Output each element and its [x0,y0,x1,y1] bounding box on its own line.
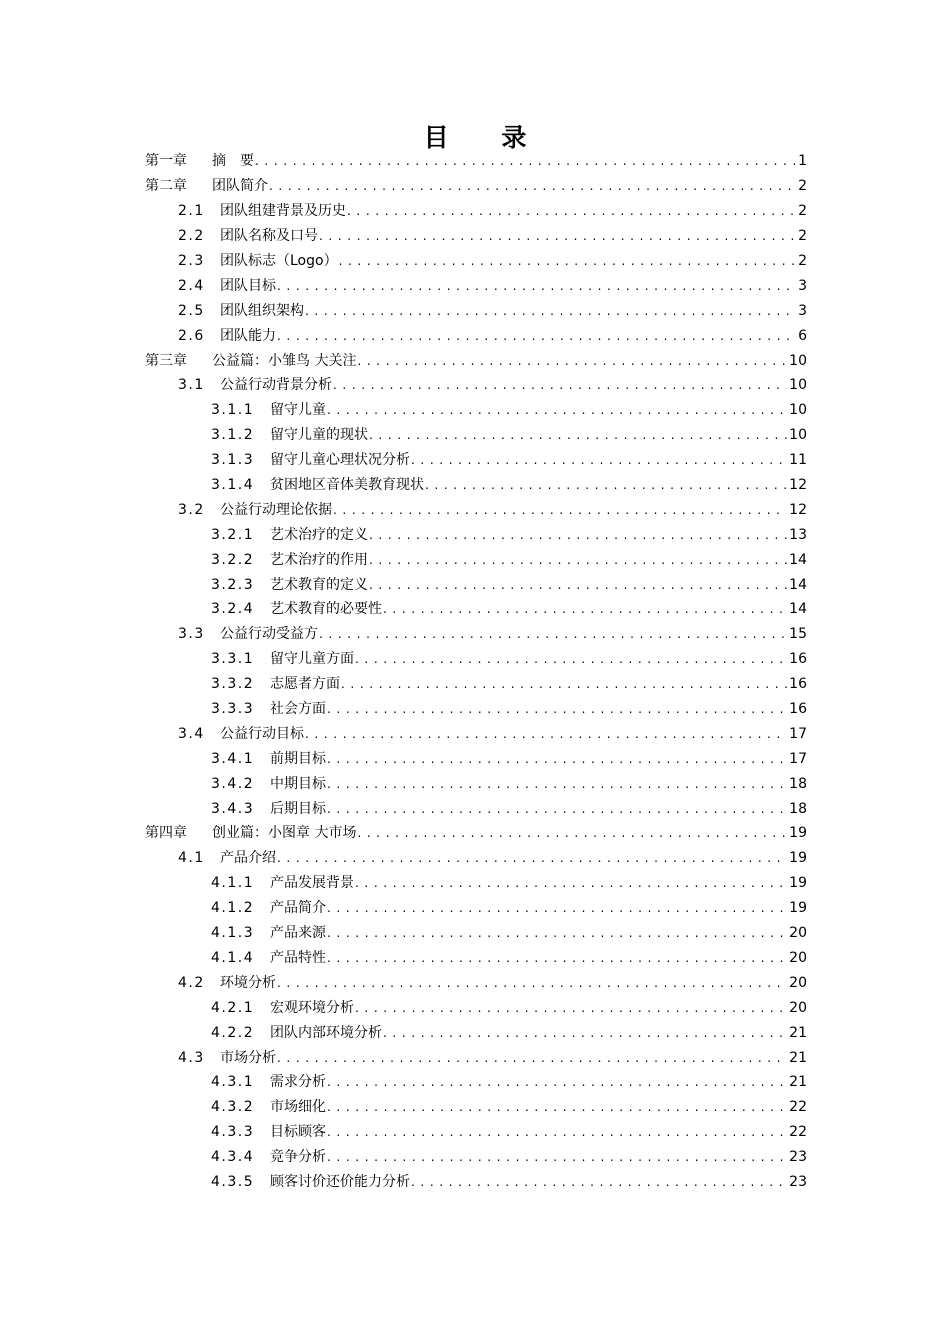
toc-entry-page-number: 23 [789,1173,807,1190]
toc-entry-page-number: 10 [789,352,807,369]
toc-entry-label: 团队内部环境分析 [270,1024,382,1041]
toc-entry[interactable] [0,497,950,522]
toc-entry-label: 艺术治疗的作用 [270,551,368,568]
toc-entry-page-number: 17 [789,725,807,742]
toc-entry-page-number: 10 [789,427,807,444]
toc-entry-number: 3.3.2 [211,676,255,693]
toc-entry-label: 产品发展背景 [270,875,354,892]
toc-entry-label: 目标顾客 [270,1124,326,1141]
toc-entry-page-number: 19 [789,875,807,892]
toc-entry-number: 3.2.2 [211,551,255,568]
toc-entry[interactable] [0,821,950,846]
toc-entry[interactable] [0,398,950,423]
toc-entry-page-number: 21 [789,1074,807,1091]
toc-entry[interactable] [0,1020,950,1045]
toc-entry-label: 艺术教育的必要性 [270,601,382,618]
toc-entry-number: 2.1 [178,203,205,220]
toc-entry-page-number: 10 [789,402,807,419]
toc-entry[interactable] [0,323,950,348]
toc-entry[interactable] [0,771,950,796]
toc-entry-label: 艺术治疗的定义 [270,526,368,543]
toc-entry[interactable] [0,746,950,771]
toc-entry-number: 2.6 [178,327,205,344]
toc-entry-label: 团队组织架构 [220,302,304,319]
toc-dot-leader [277,975,787,991]
toc-entry-page-number: 22 [789,1099,807,1116]
toc-entry-number: 3.4.1 [211,750,255,767]
toc-entry-label: 贫困地区音体美教育现状 [270,477,424,494]
toc-dot-leader [269,178,796,194]
toc-entry-label: 需求分析 [270,1074,326,1091]
toc-entry-number: 3.3.1 [211,651,255,668]
toc-entry-label: 公益行动背景分析 [220,377,332,394]
toc-dot-leader [369,527,787,543]
toc-entry[interactable] [0,1145,950,1170]
toc-entry-number: 2.3 [178,253,205,269]
toc-entry[interactable] [0,1045,950,1070]
toc-dot-leader [341,676,787,692]
toc-entry[interactable] [0,1070,950,1095]
toc-entry-page-number: 14 [789,601,807,618]
toc-entry-label: 团队目标 [220,277,276,294]
toc-entry[interactable] [0,199,950,224]
toc-entry-label: 留守儿童心理状况分析 [270,452,410,469]
toc-entry[interactable] [0,373,950,398]
toc-dot-leader [305,726,787,742]
toc-entry-number: 第三章 [145,352,187,369]
toc-entry-number: 3.1.1 [211,402,255,419]
toc-entry-number: 4.3 [178,1049,205,1066]
toc-entry-number: 4.1 [178,850,205,867]
toc-entry[interactable] [0,921,950,946]
toc-entry-label: 公益行动理论依据 [220,501,332,518]
toc-dot-leader [383,1025,787,1041]
toc-entry[interactable] [0,721,950,746]
toc-entry-label: 顾客讨价还价能力分析 [270,1173,410,1190]
toc-entry-page-number: 16 [789,651,807,668]
toc-dot-leader [327,776,787,792]
toc-entry[interactable] [0,174,950,199]
toc-entry-label: 团队能力 [220,327,276,344]
toc-entry-page-number: 10 [789,377,807,394]
toc-dot-leader [411,452,787,468]
toc-entry-number: 3.3.3 [211,701,255,718]
toc-entry-label: 社会方面 [270,701,326,718]
toc-entry-page-number: 2 [798,228,807,245]
toc-entry[interactable] [0,1120,950,1145]
toc-entry-page-number: 21 [789,1049,807,1066]
toc-entry[interactable] [0,846,950,871]
toc-entry-page-number: 18 [789,800,807,817]
toc-entry-label: 宏观环境分析 [270,999,354,1016]
toc-entry-number: 3.4.3 [211,800,255,817]
toc-entry-page-number: 14 [789,576,807,593]
toc-entry[interactable] [0,448,950,473]
toc-entry-page-number: 14 [789,551,807,568]
toc-entry-page-number: 20 [789,949,807,966]
toc-entry-number: 4.1.2 [211,900,255,917]
toc-entry-label: 市场细化 [270,1099,326,1116]
toc-dot-leader [327,900,787,916]
toc-entry[interactable] [0,224,950,249]
toc-entry-number: 4.1.3 [211,925,255,942]
toc-entry-label: 产品来源 [270,925,326,942]
toc-entry-number: 3.4 [178,725,205,742]
toc-entry[interactable] [0,348,950,373]
toc-entry-number: 3.4.2 [211,775,255,792]
toc-dot-leader [327,402,787,418]
toc-entry-page-number: 12 [789,477,807,494]
toc-entry-label: 产品特性 [270,949,326,966]
toc-dot-leader [355,651,787,667]
toc-entry-page-number: 3 [798,277,807,294]
toc-entry-number: 第一章 [145,153,187,170]
toc-dot-leader [277,1050,787,1066]
toc-entry-number: 4.3.1 [211,1074,255,1091]
toc-entry-page-number: 20 [789,925,807,942]
toc-entry-label: 公益行动目标 [220,725,304,742]
toc-entry[interactable] [0,298,950,323]
toc-entry-page-number: 11 [789,452,807,469]
toc-dot-leader [327,801,787,817]
toc-entry-page-number: 1 [798,153,807,170]
toc-dot-leader [355,1000,787,1016]
toc-entry-page-number: 20 [789,974,807,991]
toc-entry-label: 公益行动受益方 [220,626,318,643]
toc-dot-leader [327,1124,787,1140]
toc-dot-leader [369,577,787,593]
toc-entry-page-number: 2 [798,178,807,195]
toc-entry-page-number: 19 [789,825,807,842]
toc-dot-leader [327,701,787,717]
toc-entry-page-number: 12 [789,501,807,518]
toc-entry-number: 3.1.3 [211,452,255,469]
toc-entry-label: 团队名称及口号 [220,228,318,245]
table-of-contents [0,149,950,1194]
toc-entry-page-number: 17 [789,750,807,767]
toc-entry[interactable] [0,149,950,174]
toc-entry-label: 团队标志（Logo） [220,253,338,269]
toc-dot-leader [333,502,787,518]
toc-entry-page-number: 2 [798,253,807,269]
toc-entry[interactable] [0,1095,950,1120]
toc-entry-number: 3.1.2 [211,427,255,444]
toc-entry[interactable] [0,970,950,995]
toc-entry[interactable] [0,522,950,547]
toc-entry-label: 留守儿童方面 [270,651,354,668]
toc-entry[interactable] [0,273,950,298]
toc-dot-leader [327,1099,787,1115]
toc-dot-leader [327,751,787,767]
toc-dot-leader [357,353,787,369]
toc-dot-leader [357,825,787,841]
toc-dot-leader [327,925,787,941]
toc-dot-leader [305,303,796,319]
toc-entry[interactable] [0,995,950,1020]
toc-entry-label: 艺术教育的定义 [270,576,368,593]
toc-dot-leader [347,203,796,219]
toc-dot-leader [255,153,796,169]
toc-dot-leader [277,278,796,294]
toc-entry-label: 创业篇：小图章 大市场 [212,825,357,842]
toc-entry-number: 第四章 [145,825,187,842]
toc-entry-page-number: 6 [798,327,807,344]
toc-entry-page-number: 18 [789,775,807,792]
toc-entry-number: 4.3.3 [211,1124,255,1141]
toc-entry-number: 4.1.1 [211,875,255,892]
toc-dot-leader [319,626,787,642]
toc-entry-label: 中期目标 [270,775,326,792]
toc-dot-leader [369,427,787,443]
toc-entry-number: 4.3.2 [211,1099,255,1116]
toc-entry[interactable] [0,796,950,821]
toc-entry[interactable] [0,473,950,498]
toc-entry-label: 产品介绍 [220,850,276,867]
toc-entry[interactable] [0,622,950,647]
toc-entry-label: 留守儿童 [270,402,326,419]
toc-entry-page-number: 15 [789,626,807,643]
toc-entry-page-number: 13 [789,526,807,543]
toc-entry-number: 4.2.1 [211,999,255,1016]
toc-entry-page-number: 21 [789,1024,807,1041]
toc-entry-page-number: 16 [789,701,807,718]
toc-entry[interactable] [0,572,950,597]
toc-entry-label: 前期目标 [270,750,326,767]
toc-entry-number: 2.5 [178,302,205,319]
toc-dot-leader [327,1074,787,1090]
toc-entry-number: 2.4 [178,277,205,294]
toc-entry-label: 竞争分析 [270,1149,326,1166]
toc-entry[interactable] [0,946,950,971]
toc-entry-number: 3.1 [178,377,205,394]
toc-entry[interactable] [0,896,950,921]
toc-dot-leader [425,477,787,493]
toc-entry-number: 4.2.2 [211,1024,255,1041]
toc-dot-leader [383,601,787,617]
toc-entry-number: 3.1.4 [211,477,255,494]
toc-dot-leader [327,950,787,966]
toc-entry[interactable] [0,547,950,572]
toc-entry-number: 4.2 [178,974,205,991]
toc-entry-label: 留守儿童的现状 [270,427,368,444]
toc-dot-leader [355,875,787,891]
toc-entry-number: 3.2.4 [211,601,255,618]
toc-entry-page-number: 16 [789,676,807,693]
toc-entry-number: 4.1.4 [211,949,255,966]
toc-dot-leader [369,552,787,568]
page-title: 目 录 [423,123,549,152]
toc-entry-label: 公益篇：小雏鸟 大关注 [212,352,357,369]
toc-entry-page-number: 19 [789,900,807,917]
toc-entry-label: 摘 要 [212,153,254,170]
toc-entry-label: 后期目标 [270,800,326,817]
toc-dot-leader [277,328,796,344]
toc-entry-page-number: 2 [798,203,807,220]
toc-entry-label: 志愿者方面 [270,676,340,693]
toc-entry[interactable] [0,647,950,672]
toc-dot-leader [411,1174,787,1190]
toc-entry-number: 4.3.5 [211,1173,255,1190]
toc-entry-label: 产品简介 [270,900,326,917]
toc-entry[interactable] [0,423,950,448]
toc-entry[interactable] [0,871,950,896]
toc-entry-page-number: 20 [789,999,807,1016]
toc-entry-label: 市场分析 [220,1049,276,1066]
toc-entry-number: 3.2.3 [211,576,255,593]
toc-dot-leader [319,228,796,244]
toc-dot-leader [339,253,797,269]
toc-entry-page-number: 23 [789,1149,807,1166]
toc-entry-page-number: 22 [789,1124,807,1141]
toc-entry-number: 第二章 [145,178,187,195]
toc-entry-number: 3.3 [178,626,205,643]
toc-entry[interactable] [0,597,950,622]
toc-entry-number: 3.2.1 [211,526,255,543]
toc-dot-leader [277,850,787,866]
toc-entry[interactable] [0,697,950,722]
toc-dot-leader [333,377,787,393]
toc-entry-label: 团队简介 [212,178,268,195]
toc-entry-page-number: 3 [798,302,807,319]
toc-entry[interactable] [0,672,950,697]
toc-entry[interactable] [0,1170,950,1195]
toc-entry-label: 团队组建背景及历史 [220,203,346,220]
toc-entry-number: 4.3.4 [211,1149,255,1166]
toc-entry-number: 3.2 [178,501,205,518]
toc-entry-number: 2.2 [178,228,205,245]
toc-entry-label: 环境分析 [220,974,276,991]
toc-dot-leader [327,1149,787,1165]
toc-entry[interactable] [0,249,950,274]
toc-entry-page-number: 19 [789,850,807,867]
